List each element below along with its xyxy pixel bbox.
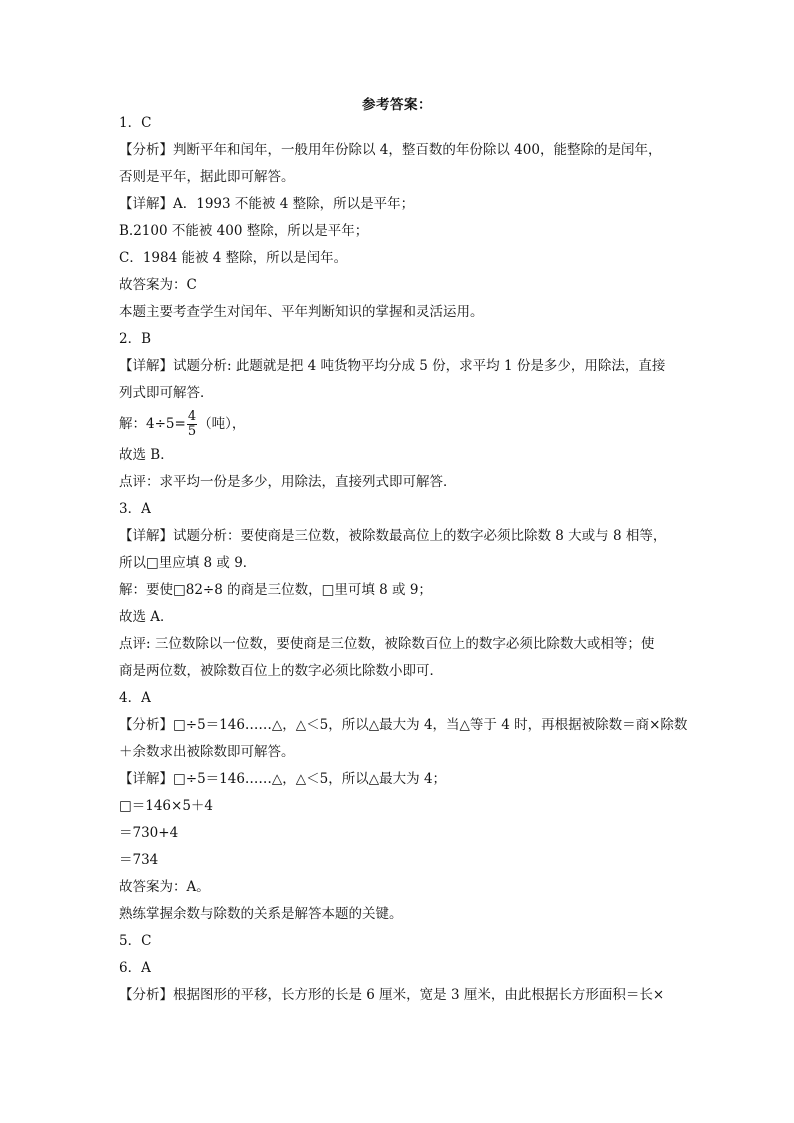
text-line: 【详解】A．1993 不能被 4 整除，所以是平年； (119, 196, 415, 212)
text-line: ＝734 (119, 852, 159, 868)
text-line: 1．C (119, 115, 152, 131)
text-line: 2．B (119, 331, 152, 347)
text-line: B.2100 不能被 400 整除，所以是平年； (119, 223, 369, 239)
text-line: ＝730+4 (119, 825, 179, 841)
text-line: 【详解】试题分析: 此题就是把 4 吨货物平均分成 5 份，求平均 1 份是多少，用除法，直接 (119, 358, 666, 374)
text-line: 【详解】□÷5＝146……△，△＜5，所以△最大为 4； (119, 771, 447, 787)
text-line: 6．A (119, 960, 151, 976)
text-line: 商是两位数，被除数百位上的数字必须比除数小即可． (119, 663, 443, 679)
text-line: 5．C (119, 933, 152, 949)
text-line: 熟练掌握余数与除数的关系是解答本题的关键。 (119, 906, 403, 922)
text-line: 本题主要考查学生对闰年、平年判断知识的掌握和灵活运用。 (119, 304, 484, 320)
text-line: 【分析】判断平年和闰年，一般用年份除以 4，整百数的年份除以 400，能整除的是闰年， (119, 142, 662, 158)
fraction-denominator: 5 (187, 424, 197, 439)
text-line: 解：要使□82÷8 的商是三位数，□里可填 8 或 9； (119, 582, 432, 598)
fraction (187, 410, 197, 439)
text-line: 故选 A． (119, 609, 174, 625)
text-line: 故答案为：A。 (119, 879, 210, 895)
text-line: 列式即可解答． (119, 385, 214, 401)
text-line: 【分析】根据图形的平移，长方形的长是 6 厘米，宽是 3 厘米，由此根据长方形面积＝长× (119, 987, 665, 1003)
text-line: 否则是平年，据此即可解答。 (119, 169, 295, 185)
text-line: □＝146×5＋4 (119, 798, 214, 814)
text-line: 故选 B． (119, 447, 174, 463)
text-line: 点评: 三位数除以一位数，要使商是三位数，被除数百位上的数字必须比除数大或相等；使 (119, 636, 655, 652)
page-title: 参考答案： (362, 97, 432, 113)
formula-prefix: 解：4÷5= (119, 416, 186, 432)
text-line: 3．A (119, 501, 151, 517)
text-line: 点评：求平均一份是多少，用除法，直接列式即可解答． (119, 474, 457, 490)
answer-content (119, 110, 688, 1009)
text-line: C．1984 能被 4 整除，所以是闰年。 (119, 250, 348, 266)
text-line: 故答案为：C (119, 277, 197, 293)
fraction-formula (119, 407, 679, 442)
fraction-numerator: 4 (187, 409, 197, 424)
text-line: 所以□里应填 8 或 9． (119, 555, 257, 571)
text-line: 4．A (119, 690, 151, 706)
formula-suffix: （吨）， (198, 416, 246, 432)
text-line: 【分析】□÷5＝146……△，△＜5，所以△最大为 4，当△等于 4 时，再根据被除数＝商×除数 (119, 717, 688, 733)
text-line: 【详解】试题分析：要使商是三位数，被除数最高位上的数字必须比除数 8 大或与 8 相等， (119, 528, 667, 544)
text-line: ＋余数求出被除数即可解答。 (119, 744, 295, 760)
